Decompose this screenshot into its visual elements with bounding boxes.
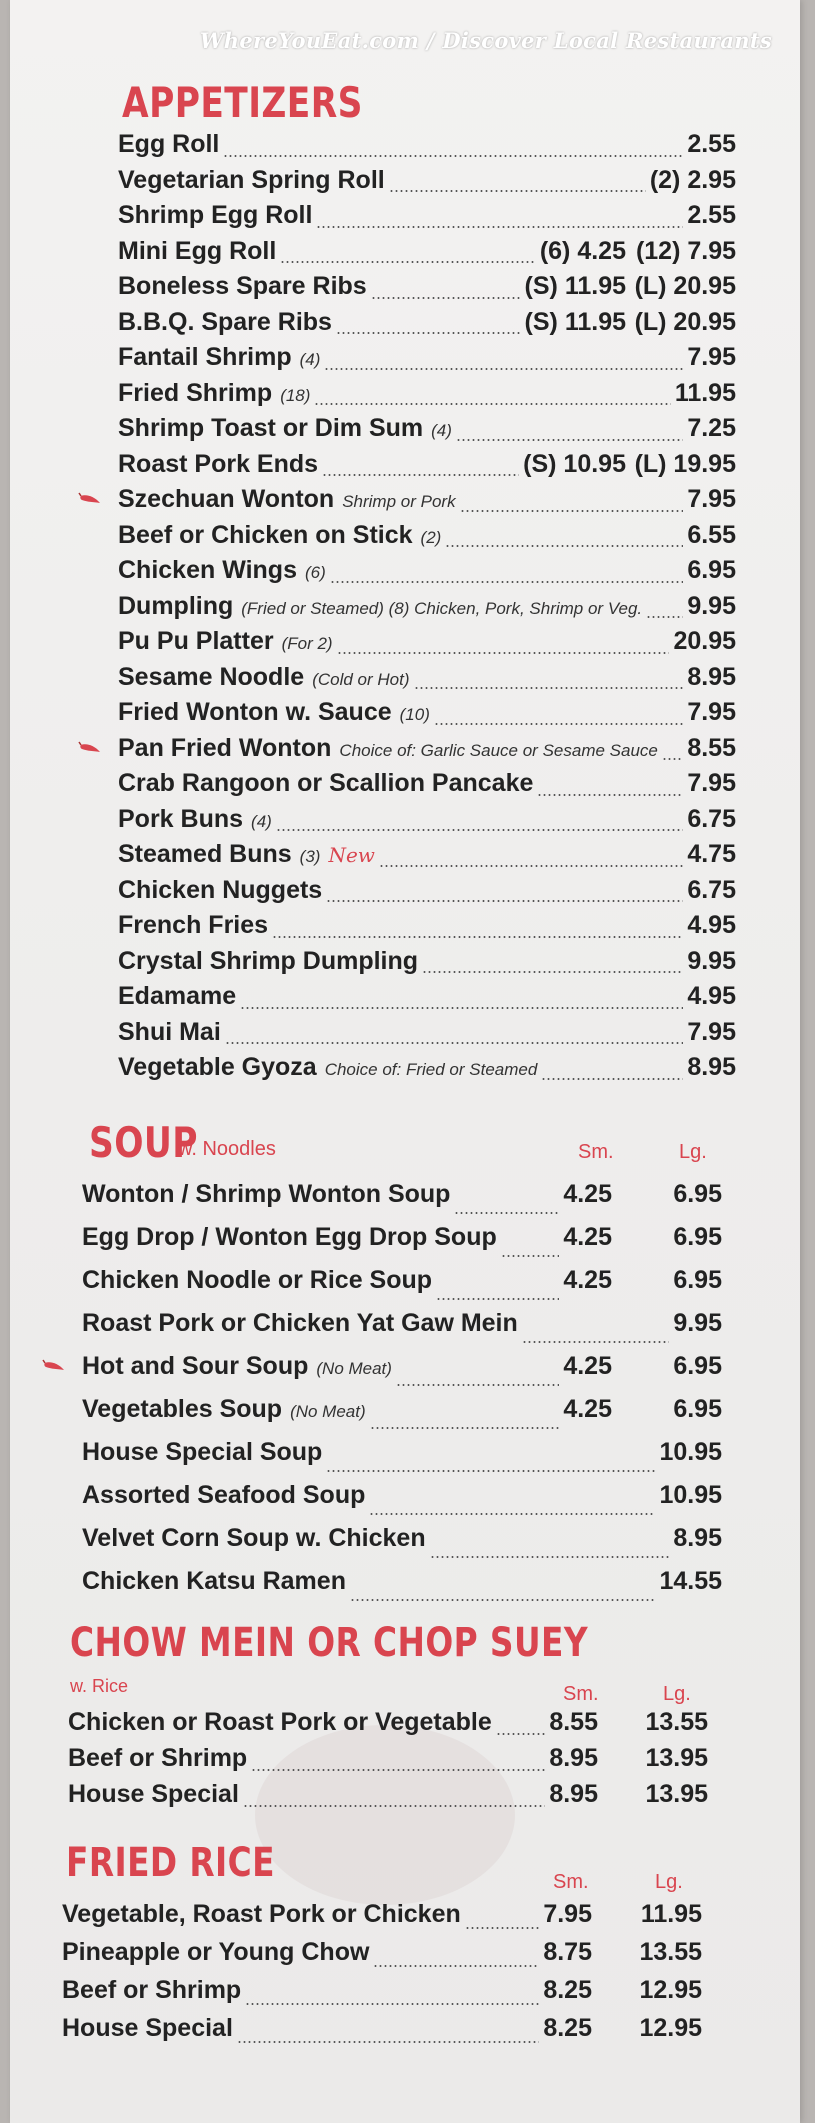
soup-col-sm: Sm. xyxy=(578,1141,614,1163)
menu-item xyxy=(118,911,736,947)
item-price: (S) 11.95 xyxy=(524,307,626,336)
dot-leader xyxy=(280,260,536,264)
menu-item xyxy=(118,769,736,805)
menu-item xyxy=(68,1744,708,1780)
dot-leader xyxy=(223,154,683,158)
dot-leader xyxy=(240,1006,683,1010)
menu-item xyxy=(118,272,736,308)
soup-title: SOUP xyxy=(89,1118,198,1167)
dot-leader xyxy=(225,1041,684,1045)
item-price: 9.95 xyxy=(687,946,736,975)
menu-item xyxy=(118,592,736,628)
item-price-large: 6.95 xyxy=(673,1395,722,1423)
menu-item xyxy=(62,1938,702,1976)
item-price: 8.95 xyxy=(549,1780,598,1808)
dot-leader xyxy=(373,1964,539,1968)
item-name: Pu Pu Platter xyxy=(118,627,274,655)
menu-item xyxy=(118,130,736,166)
item-price: 6.75 xyxy=(687,804,736,833)
item-price: 11.95 xyxy=(674,378,736,407)
menu-item xyxy=(62,1900,702,1938)
menu-item xyxy=(82,1567,722,1610)
appetizers-title: APPETIZERS xyxy=(122,78,363,127)
dot-leader xyxy=(316,225,683,229)
dot-leader xyxy=(324,367,683,371)
item-note: (10) xyxy=(399,705,430,724)
dot-leader xyxy=(245,2002,539,2006)
item-price: 8.55 xyxy=(549,1708,598,1736)
item-name: Chicken or Roast Pork or Vegetable xyxy=(68,1708,492,1736)
item-name: Fried Shrimp xyxy=(118,378,273,407)
item-price: 4.95 xyxy=(687,982,736,1010)
dot-leader xyxy=(272,935,683,939)
menu-item xyxy=(82,1438,722,1481)
dot-leader xyxy=(337,651,670,655)
item-price: 2.55 xyxy=(687,201,736,229)
item-note: (Cold or Hot) xyxy=(312,669,410,689)
dot-leader xyxy=(371,296,521,300)
menu-item xyxy=(118,947,736,983)
item-price: 6.95 xyxy=(687,556,736,584)
item-name: Pineapple or Young Chow xyxy=(62,1938,370,1966)
item-price-large: 12.95 xyxy=(639,2014,702,2042)
menu-item xyxy=(118,414,736,450)
item-price: 4.25 xyxy=(563,1352,612,1380)
dot-leader xyxy=(537,793,683,797)
item-price: 8.25 xyxy=(543,2014,592,2042)
dot-leader xyxy=(370,1426,560,1430)
item-note: (6) xyxy=(304,563,326,582)
item-price: 6.75 xyxy=(687,875,736,904)
dot-leader xyxy=(430,1555,670,1559)
dot-leader xyxy=(662,757,683,761)
item-price: 9.95 xyxy=(687,591,736,620)
item-price: 8.95 xyxy=(687,662,736,691)
dot-leader xyxy=(414,686,684,690)
menu-item xyxy=(82,1309,722,1352)
item-name: Szechuan Wonton xyxy=(118,485,335,513)
item-price: 7.95 xyxy=(687,769,736,797)
dot-leader xyxy=(322,473,519,477)
menu-item xyxy=(118,1053,736,1089)
item-name: Roast Pork Ends xyxy=(118,449,319,478)
menu-item xyxy=(118,805,736,841)
menu-item xyxy=(118,556,736,592)
item-name: Shrimp Toast or Dim Sum xyxy=(118,414,424,442)
menu-item xyxy=(62,2014,702,2052)
dot-leader xyxy=(379,864,683,868)
item-name: Crab Rangoon or Scallion Pancake xyxy=(118,769,534,797)
item-name: Roast Pork or Chicken Yat Gaw Mein xyxy=(82,1309,518,1337)
item-name: Steamed Buns xyxy=(118,840,292,868)
dot-leader xyxy=(237,2040,539,2044)
item-price: (S) 10.95 xyxy=(523,449,626,478)
item-price-large: (L) 20.95 xyxy=(634,307,736,336)
item-name: Fried Wonton w. Sauce xyxy=(118,698,392,726)
item-note: (4) xyxy=(299,350,321,369)
item-price-large: 13.95 xyxy=(645,1744,708,1772)
soup-col-lg: Lg. xyxy=(679,1141,707,1163)
menu-item xyxy=(118,627,736,663)
item-name: Chicken Noodle or Rice Soup xyxy=(82,1266,433,1294)
item-price-large: 6.95 xyxy=(673,1223,722,1251)
item-price: 4.25 xyxy=(563,1395,612,1423)
item-name: Vegetable, Roast Pork or Chicken xyxy=(62,1900,461,1928)
item-name: Chicken Katsu Ramen xyxy=(82,1567,346,1595)
dot-leader xyxy=(501,1254,560,1258)
item-name: Sesame Noodle xyxy=(118,662,305,691)
item-price: 8.75 xyxy=(543,1938,592,1966)
menu-item xyxy=(118,308,736,344)
item-name: Velvet Corn Soup w. Chicken xyxy=(82,1524,426,1552)
item-note: (No Meat) xyxy=(316,1359,392,1378)
item-price: 8.95 xyxy=(687,1053,736,1081)
item-price: 7.95 xyxy=(687,1017,736,1046)
item-name: House Special xyxy=(68,1780,239,1808)
item-name: French Fries xyxy=(118,911,269,939)
fried-rice-title: FRIED RICE xyxy=(66,1840,275,1886)
dot-leader xyxy=(369,1512,655,1516)
item-price: 10.95 xyxy=(659,1438,722,1466)
menu-item xyxy=(82,1266,722,1309)
dot-leader xyxy=(314,402,670,406)
appetizers-list xyxy=(118,130,736,1089)
dot-leader xyxy=(336,331,521,335)
dot-leader xyxy=(541,1077,683,1081)
fried-rice-col-sm: Sm. xyxy=(553,1871,589,1893)
dot-leader xyxy=(522,1340,670,1344)
item-price-large: 11.95 xyxy=(640,1900,702,1928)
item-price: (S) 11.95 xyxy=(524,272,626,300)
item-name: Beef or Chicken on Stick xyxy=(118,520,413,549)
item-name: Shrimp Egg Roll xyxy=(118,201,313,229)
menu-item xyxy=(118,734,736,770)
dot-leader xyxy=(251,1768,545,1772)
item-name: Edamame xyxy=(118,982,237,1010)
menu-page xyxy=(10,0,800,2123)
menu-item xyxy=(118,379,736,415)
item-price: 4.75 xyxy=(687,840,736,868)
item-name: Dumpling xyxy=(118,591,234,620)
menu-item xyxy=(118,201,736,237)
item-name: Egg Drop / Wonton Egg Drop Soup xyxy=(82,1223,497,1251)
item-price: 9.95 xyxy=(673,1309,722,1337)
dot-leader xyxy=(389,189,646,193)
item-price-large: 13.55 xyxy=(639,1938,702,1966)
item-price: 4.25 xyxy=(563,1180,612,1208)
dot-leader xyxy=(436,1297,559,1301)
item-price: 10.95 xyxy=(659,1481,722,1509)
item-price: 7.95 xyxy=(543,1900,592,1928)
menu-item xyxy=(118,485,736,521)
chow-mein-title: CHOW MEIN OR CHOP SUEY xyxy=(70,1620,588,1666)
item-name: Chicken Nuggets xyxy=(118,875,323,904)
item-note: (For 2) xyxy=(281,634,333,653)
dot-leader xyxy=(460,509,684,513)
menu-item xyxy=(118,698,736,734)
item-name: House Special Soup xyxy=(82,1438,323,1466)
item-name: Boneless Spare Ribs xyxy=(118,272,367,300)
item-note: (4) xyxy=(431,421,452,440)
item-price: (2) 2.95 xyxy=(649,165,736,194)
item-name: Egg Roll xyxy=(118,130,220,158)
dot-leader xyxy=(496,1732,546,1736)
item-note: (Fried or Steamed) (8) Chicken, Pork, Shrimp or Veg. xyxy=(241,598,643,618)
chili-pepper-icon xyxy=(42,1359,66,1373)
menu-item xyxy=(118,876,736,912)
item-name: Vegetarian Spring Roll xyxy=(118,165,385,194)
item-note: (4) xyxy=(251,811,272,831)
item-name: Beef or Shrimp xyxy=(62,1976,242,2004)
item-price: 7.95 xyxy=(687,698,736,726)
chow-mein-col-lg: Lg. xyxy=(663,1683,691,1705)
fried-rice-list xyxy=(62,1900,702,2052)
item-name: Wonton / Shrimp Wonton Soup xyxy=(82,1180,451,1208)
item-price-large: 13.95 xyxy=(645,1780,708,1808)
dot-leader xyxy=(445,544,683,548)
dot-leader xyxy=(422,970,683,974)
menu-item xyxy=(118,166,736,202)
menu-item xyxy=(82,1352,722,1395)
soup-list xyxy=(82,1180,722,1610)
item-name: Beef or Shrimp xyxy=(68,1744,248,1772)
menu-item xyxy=(68,1708,708,1744)
menu-item xyxy=(118,663,736,699)
item-price: 8.25 xyxy=(543,1976,592,2004)
item-price: 7.95 xyxy=(687,485,736,513)
menu-item xyxy=(118,840,736,876)
item-price: 2.55 xyxy=(687,130,736,158)
item-note: (2) xyxy=(420,527,442,547)
menu-item xyxy=(118,450,736,486)
item-name: Vegetable Gyoza xyxy=(118,1053,317,1081)
item-note: (No Meat) xyxy=(290,1402,366,1421)
menu-item xyxy=(118,982,736,1018)
item-price-large: 13.55 xyxy=(645,1708,708,1736)
menu-item xyxy=(82,1481,722,1524)
item-price: (6) 4.25 xyxy=(539,236,626,265)
item-name: Fantail Shrimp xyxy=(118,343,292,371)
item-note: Choice of: Garlic Sauce or Sesame Sauce xyxy=(339,740,658,760)
item-note: Shrimp or Pork xyxy=(342,492,456,511)
item-name: Shui Mai xyxy=(118,1017,221,1046)
chili-pepper-icon xyxy=(78,492,102,506)
new-badge: New xyxy=(328,843,375,867)
dot-leader xyxy=(396,1383,559,1387)
item-price: 6.55 xyxy=(687,520,736,549)
dot-leader xyxy=(276,828,684,832)
item-price: 7.95 xyxy=(687,343,736,371)
item-name: Crystal Shrimp Dumpling xyxy=(118,946,419,975)
item-price-large: 6.95 xyxy=(673,1266,722,1294)
item-price: 4.25 xyxy=(563,1223,612,1251)
item-price: 20.95 xyxy=(673,627,736,655)
item-price: 4.25 xyxy=(563,1266,612,1294)
dot-leader xyxy=(434,722,683,726)
dot-leader xyxy=(454,1211,559,1215)
item-price: 7.25 xyxy=(687,414,736,442)
item-price: 8.55 xyxy=(687,733,736,762)
dot-leader xyxy=(456,438,683,442)
item-note: (18) xyxy=(280,385,311,405)
menu-item xyxy=(82,1524,722,1567)
chow-mein-list xyxy=(68,1708,708,1816)
dot-leader xyxy=(465,1926,540,1930)
dot-leader xyxy=(326,899,683,903)
item-price-large: 12.95 xyxy=(639,1976,702,2004)
item-name: House Special xyxy=(62,2014,233,2042)
menu-item xyxy=(82,1395,722,1438)
menu-item xyxy=(118,343,736,379)
watermark: WhereYouEat.com / Discover Local Restaurants xyxy=(199,28,772,53)
menu-item xyxy=(118,1018,736,1054)
item-price-large: 6.95 xyxy=(673,1180,722,1208)
item-price: 14.55 xyxy=(659,1567,722,1595)
item-price: 8.95 xyxy=(673,1524,722,1552)
item-price-large: 6.95 xyxy=(673,1352,722,1380)
menu-item xyxy=(82,1180,722,1223)
soup-subtitle: w. Noodles xyxy=(178,1138,276,1160)
item-price-large: (L) 19.95 xyxy=(634,449,736,478)
dot-leader xyxy=(243,1804,545,1808)
item-price: 8.95 xyxy=(549,1744,598,1772)
item-note: Choice of: Fried or Steamed xyxy=(324,1060,538,1079)
menu-item xyxy=(68,1780,708,1816)
item-price-large: (12) 7.95 xyxy=(635,236,736,265)
chow-mein-subtitle: w. Rice xyxy=(70,1676,129,1696)
dot-leader xyxy=(326,1469,655,1473)
item-name: B.B.Q. Spare Ribs xyxy=(118,307,332,336)
menu-item xyxy=(82,1223,722,1266)
item-name: Pork Buns xyxy=(118,804,244,833)
chili-pepper-icon xyxy=(78,741,102,755)
menu-item xyxy=(118,521,736,557)
menu-item xyxy=(62,1976,702,2014)
item-name: Mini Egg Roll xyxy=(118,236,277,265)
item-name: Vegetables Soup xyxy=(82,1395,283,1423)
item-price-large: (L) 20.95 xyxy=(634,272,736,300)
dot-leader xyxy=(350,1598,655,1602)
menu-item xyxy=(118,237,736,273)
item-price: 4.95 xyxy=(687,911,736,939)
item-note: (3) xyxy=(299,847,321,866)
item-name: Pan Fried Wonton xyxy=(118,733,332,762)
fried-rice-col-lg: Lg. xyxy=(655,1871,683,1893)
item-name: Assorted Seafood Soup xyxy=(82,1481,366,1509)
item-name: Hot and Sour Soup xyxy=(82,1352,309,1380)
chow-mein-col-sm: Sm. xyxy=(563,1683,599,1705)
item-name: Chicken Wings xyxy=(118,556,297,584)
dot-leader xyxy=(330,580,684,584)
dot-leader xyxy=(646,615,683,619)
